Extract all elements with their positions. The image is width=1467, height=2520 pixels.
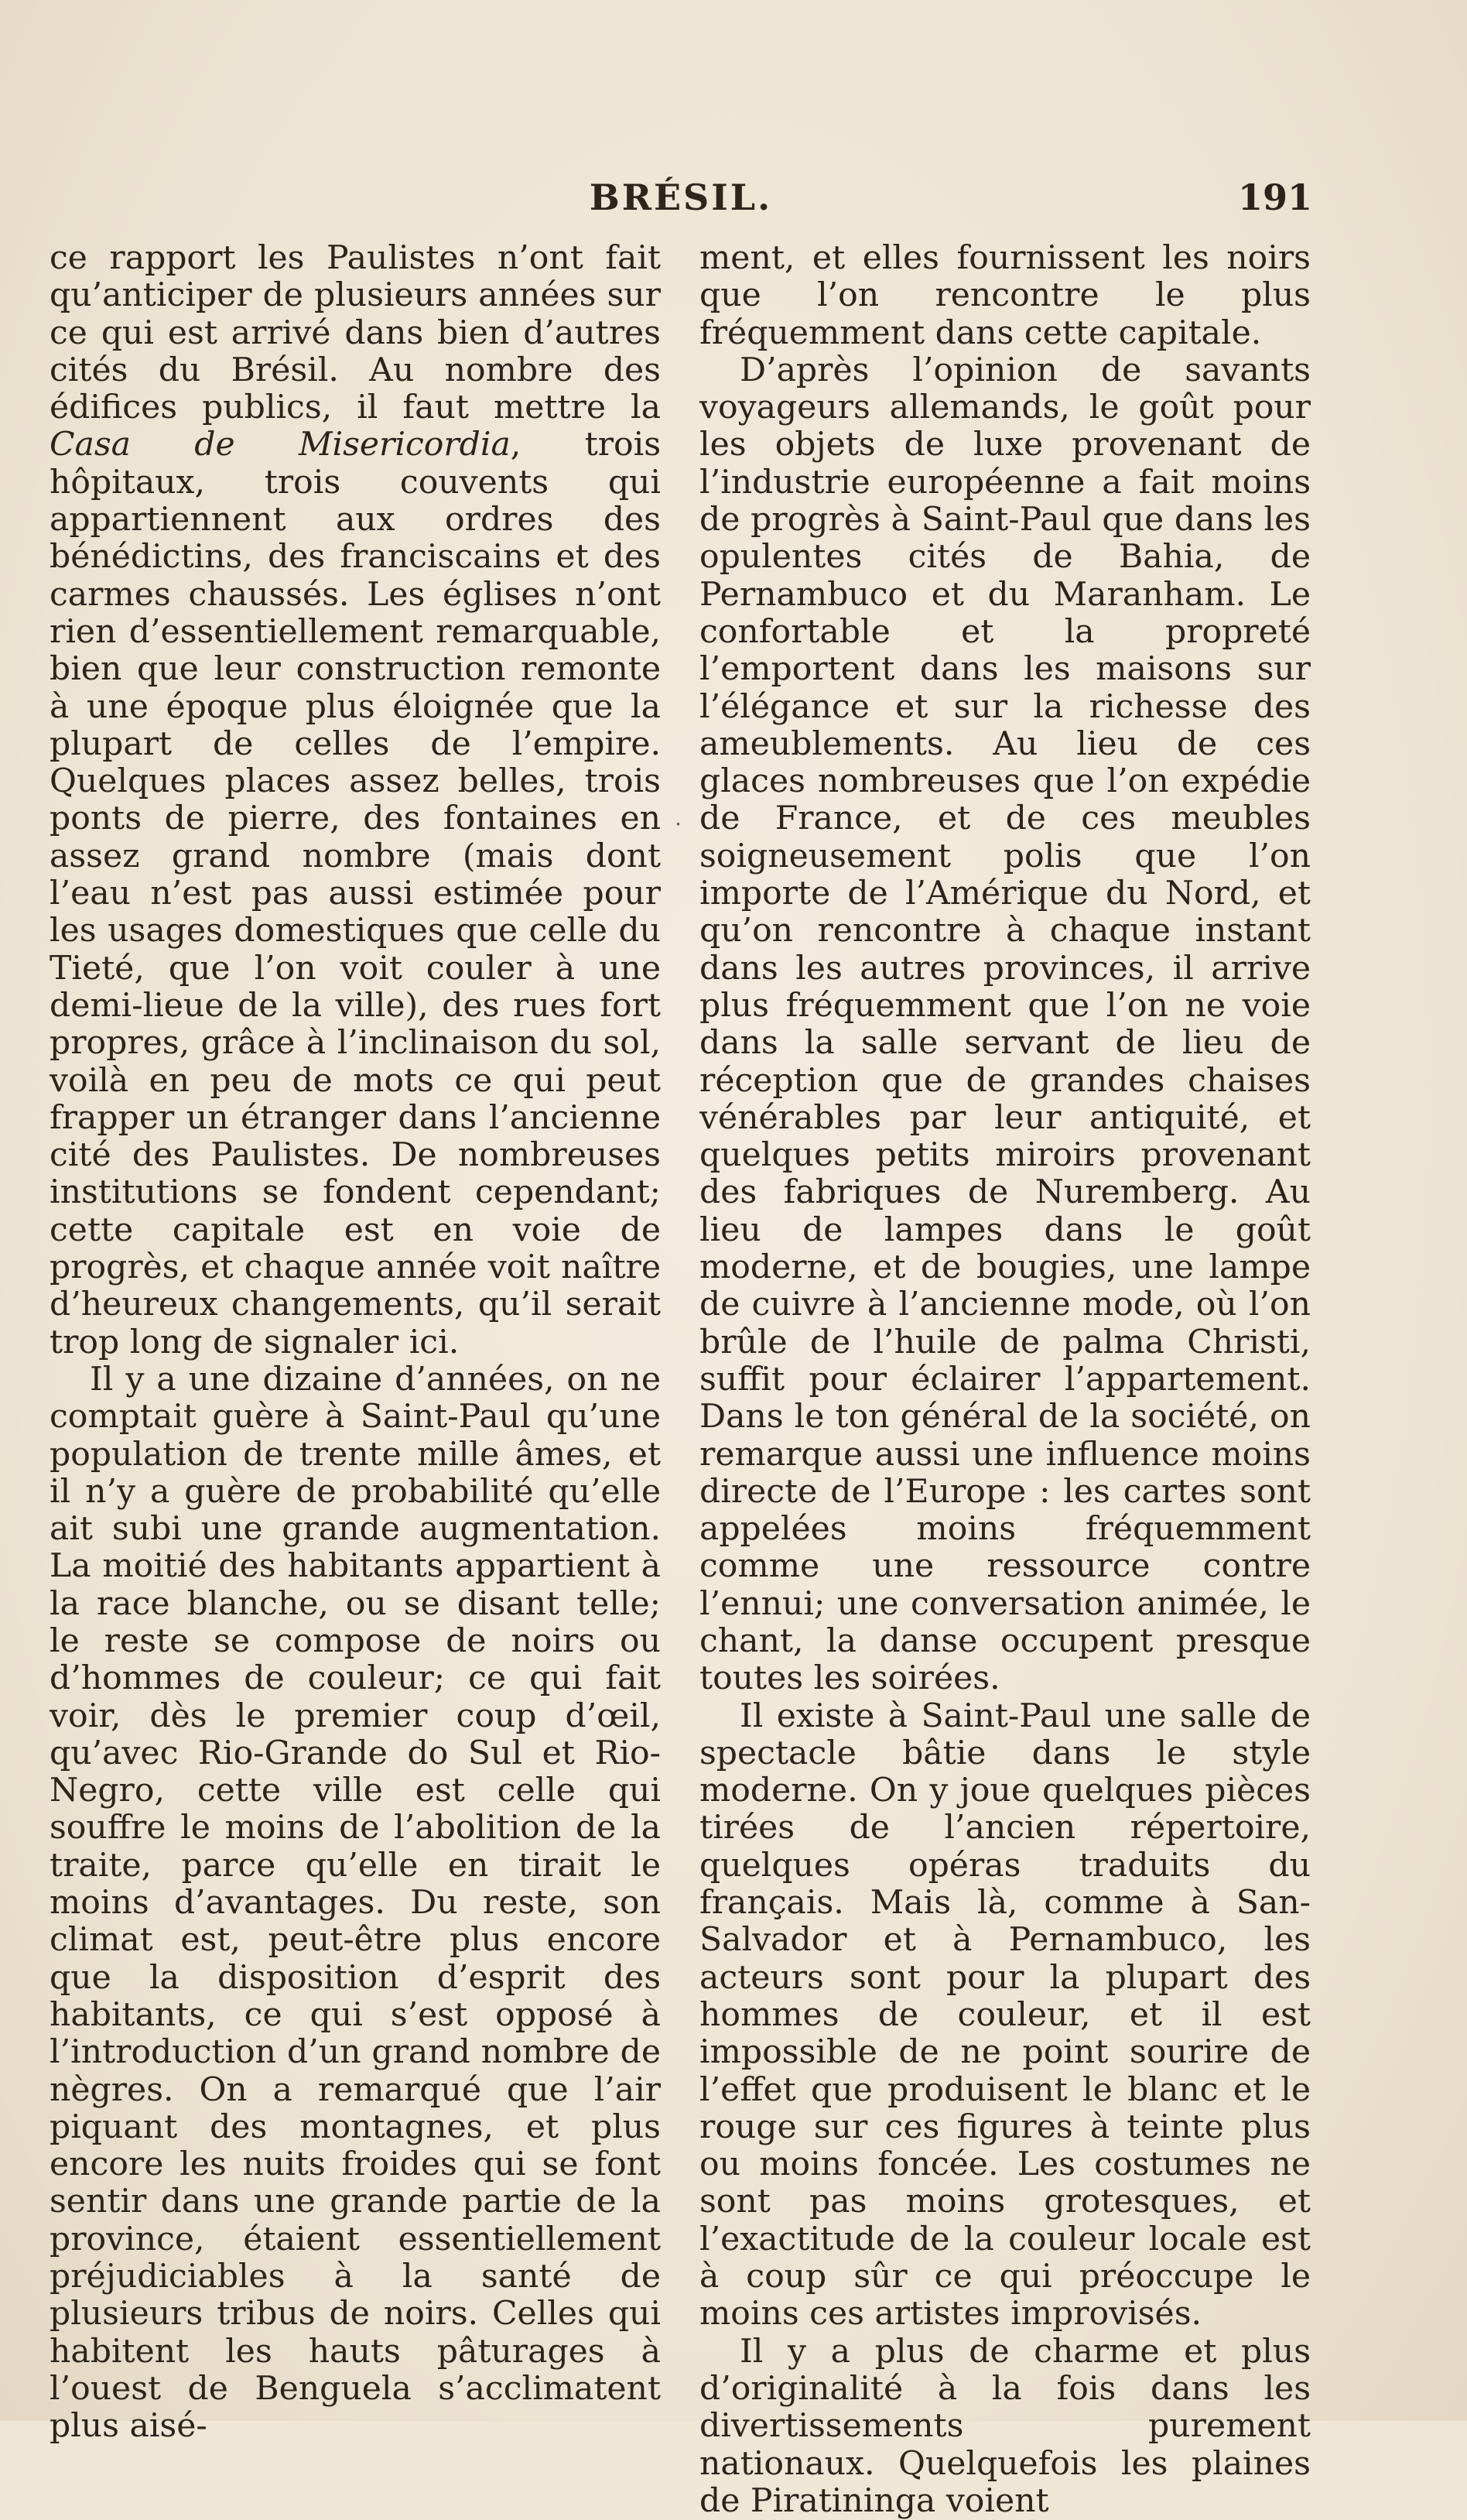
left-column xyxy=(50,240,661,2446)
right-column xyxy=(699,240,1311,2520)
paragraph xyxy=(50,240,661,1361)
running-head: BRÉSIL. xyxy=(589,176,773,218)
paragraph: Il y a une dizaine d’années, on ne comptait guère à Saint-Paul qu’une population de trente mille âmes, et il n’y a guère de probabilité qu’elle ait subi une grande augmentation. La moitié des habitants appartient à la race blanche, ou se disant telle; le reste se compose de noirs ou d’hommes de couleur; ce qui fait voir, dès le premier coup d’œil, qu’avec Rio-Grande do Sul et Rio-Negro, cette ville est celle qui souffre le moins de l’abolition de la traite, parce qu’elle en tirait le moins d’avantages. Du reste, son climat est, peut-être plus encore que la disposition d’esprit des habitants, ce qui s’est opposé à l’introduction d’un grand nombre de nègres. On a remarqué que l’air piquant des montagnes, et plus encore les nuits froides qui se font sentir dans une grande partie de la province, étaient essentiellement préjudiciables à la santé de plusieurs tribus de noirs. Celles qui habitent les hauts pâturages à l’ouest de Benguela s’acclimatent plus aisé- xyxy=(50,1360,661,2446)
paragraph: ment, et elles fournissent les noirs que l’on rencontre le plus fréquemment dans cette capitale. xyxy=(699,239,1311,352)
paragraph-text: , trois hôpitaux, trois couvents qui appartiennent aux ordres des bénédictins, des franciscains et des carmes chaussés. Les églises n’ont rien d’essentiellement remarquable, bien que leur construction remonte à une époque plus éloignée que la plupart de celles de l’empire. Quelques places assez belles, trois ponts de pierre, des fontaines en assez grand nombre (mais dont l’eau n’est pas aussi estimée pour les usages domestiques que celle du Tieté, que l’on voit couler à une demi-lieue de la ville), des rues fort propres, grâce à l’inclinaison du sol, voilà en peu de mots ce qui peut frapper un étranger dans l’ancienne cité des Paulistes. De nombreuses institutions se fondent cependant; cette capitale est en voie de progrès, et chaque année voit naître d’heureux changements, qu’il serait trop long de signaler ici. xyxy=(50,426,661,1361)
italic-term: Casa de Misericordia xyxy=(50,426,511,464)
page-header xyxy=(50,176,1312,223)
page-number: 191 xyxy=(1237,176,1312,218)
paragraph-text: ce rapport les Paulistes n’ont fait qu’anticiper de plusieurs années sur ce qui est arrivé dans bien d’autres cités du Brésil. Au nombre des édifices publics, il faut mettre la xyxy=(50,239,661,427)
gutter-mark: . xyxy=(675,805,682,830)
paragraph: Il existe à Saint-Paul une salle de spectacle bâtie dans le style moderne. On y joue quelques pièces tirées de l’ancien répertoire, quelques opéras traduits du français. Mais là, comme à San-Salvador et à Pernambuco, les acteurs sont pour la plupart des hommes de couleur, et il est impossible de ne point sourire de l’effet que produisent le blanc et le rouge sur ces figures à teinte plus ou moins foncée. Les costumes ne sont pas moins grotesques, et l’exactitude de la couleur locale est à coup sûr ce qui préoccupe le moins ces artistes improvisés. xyxy=(699,1697,1311,2333)
paragraph: Il y a plus de charme et plus d’originalité à la fois dans les divertissements purement nationaux. Quelquefois les plaines de Piratininga voient xyxy=(699,2332,1311,2520)
paragraph: D’après l’opinion de savants voyageurs allemands, le goût pour les objets de luxe provenant de l’industrie européenne a fait moins de progrès à Saint-Paul que dans les opulentes cités de Bahia, de Pernambuco et du Maranham. Le confortable et la propreté l’emportent dans les maisons sur l’élégance et sur la richesse des ameublements. Au lieu de ces glaces nombreuses que l’on expédie de France, et de ces meubles soigneusement polis que l’on importe de l’Amérique du Nord, et qu’on rencontre à chaque instant dans les autres provinces, il arrive plus fréquemment que l’on ne voie dans la salle servant de lieu de réception que de grandes chaises vénérables par leur antiquité, et quelques petits miroirs provenant des fabriques de Nuremberg. Au lieu de lampes dans le goût moderne, et de bougies, une lampe de cuivre à l’ancienne mode, où l’on brûle de l’huile de palma Christi, suffit pour éclairer l’appartement. Dans le ton général de la société, on remarque aussi une influence moins directe de l’Europe : les cartes sont appelées moins fréquemment comme une ressource contre l’ennui; une conversation animée, le chant, la danse occupent presque toutes les soirées. xyxy=(699,351,1311,1698)
